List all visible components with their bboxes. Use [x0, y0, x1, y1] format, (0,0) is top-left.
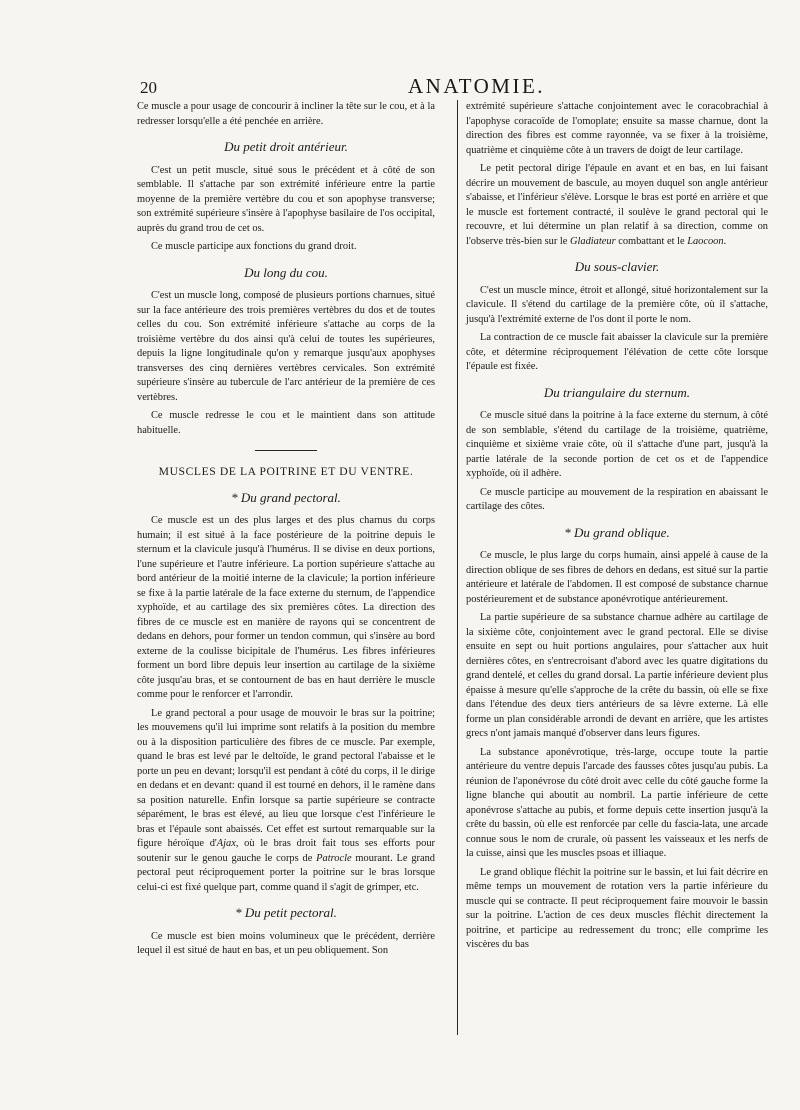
paragraph: Ce muscle est bien moins volumineux que le précédent, derrière lequel il est situé de haut en bas, et un peu obliquement. Son	[137, 930, 435, 956]
paragraph: C'est un muscle mince, étroit et allongé, situé horizontalement sur la clavicule. Il s'étend du cartilage de la première côte, où il s'attache, jusqu'à l'extrémité externe de l'os dont il porte le nom.	[466, 284, 768, 325]
heading-sous-clavier: Du sous-clavier.	[574, 259, 660, 274]
italic-ajax: Ajax	[216, 838, 236, 849]
italic-laocoon: Laocoon	[687, 235, 724, 247]
paragraph: La substance aponévrotique, très-large, occupe toute la partie antérieure du ventre depuis l'arcade des fausses côtes jusqu'au pubis. La réunion de l'aponévrose du côté droit avec celle du côté gauche forme la ligne blanche qui aboutit au nombril. La partie inférieure de cette aponévrose s'attache au pubis, et forme depuis cette insertion jusqu'à la crête du bassin, où elle est renforcée par celle du fascia-lata, une arcade connue sous le nom de crurale, où passent les vaisseaux et les nerfs de la cuisse, ainsi que les muscles psoas et illiaque.	[466, 746, 768, 859]
section-divider	[255, 450, 317, 451]
paragraph: C'est un petit muscle, situé sous le précédent et à côté de son semblable. Il s'attache par son extrémité inférieure entre la partie moyenne de la première vertèbre du cou et son apophyse transverse; son extrémité supérieure s'insère à l'apophyse basilaire de l'os occipital, auprès du grand trou de cet os.	[137, 164, 435, 234]
text-run: , où le bras droit fait tous ses efforts pour soutenir sur le genou gauche le corps de	[137, 838, 435, 864]
left-column	[137, 100, 435, 963]
paragraph: Ce muscle est un des plus larges et des plus charnus du corps humain; il est situé à la face postérieure de la poitrine depuis le sternum et la clavicule jusqu'à l'humérus. Il se divise en deux portions, l'une supérieure et l'autre inférieure. La portion supérieure s'attache au bord antérieur de la moitié interne de la clavicule; la portion inférieure se fixe à la partie latérale de la face externe du sternum, de l'appendice xyphoïde, et au cartilage des six premières côtes. La direction des fibres de ce muscle est en manière de rayons qui se concentrent de dedans en dehors, pour former un tendon commun, qui s'insère au bord externe de la coulisse bicipitale de l'humérus. Les fibres inférieures forment un bord libre depuis leur insertion au cartilage de la sixième côte jusqu'au bras, et se contournent de bas en haut derrière le muscle comme pour le renforcer et l'arrondir.	[137, 515, 435, 700]
paragraph: extrémité supérieure s'attache conjointement avec le coracobrachial à l'apophyse coracoïde de l'omoplate; ensuite sa masse charnue, dont la direction des fibres est comme rayonnée, va se fixer à la troisième, quatrième et cinquième côte à un travers de doigt de leur cartilage.	[466, 101, 768, 156]
paragraph: Ce muscle participe aux fonctions du grand droit.	[151, 241, 357, 252]
section-title: MUSCLES DE LA POITRINE ET DU VENTRE.	[158, 465, 414, 478]
heading-grand-pectoral: * Du grand pectoral.	[231, 489, 341, 505]
text-run: Le grand pectoral a pour usage de mouvoir le bras sur la poitrine; les mouvemens qu'il lui imprime sont relatifs à la position du membre ou à la disposition particulière des fibres de ce muscle. Par exemple, quand le bras est levé par le deltoïde, le grand pectoral l'abaisse et le porte un peu en devant; lorsqu'il est pendant à côté du corps, il le dirige en dedans et en devant: quand il est tourné en dehors, il le ramène dans sa position naturelle. Enfin lorsque sa partie supérieure se contracte séparément, le bras est élevé, au lieu que lorsque c'est l'inférieure le bras et l'épaule sont abaissés. Cet effet est surtout remarquable sur la figure héroïque d'	[137, 707, 435, 849]
paragraph: Ce muscle a pour usage de concourir à incliner la tête sur le cou, et à la redresser lorsqu'elle a été penchée en arrière.	[137, 101, 435, 127]
paragraph: C'est un muscle long, composé de plusieurs portions charnues, situé sur la face antérieure des trois premières vertèbres du dos et de toutes celles du cou. Son extrémité inférieure s'attache au corps de la troisième vertèbre du dos ainsi qu'à celui de toutes les supérieures, depuis la ligne longitudinale qu'on y remarque jusqu'aux apophyses transverses des cinq dernières vertèbres cervicales. Son extrémité supérieure s'insère au tubercule de l'arc antérieur de la première de ces vertèbres.	[137, 290, 435, 403]
paragraph: Ce muscle situé dans la poitrine à la face externe du sternum, à côté de son semblable, s'étend du cartilage de la troisième, quatrième, cinquième et sixième vraie côte, où il s'attache d'une part, jusqu'à la partie latérale de la seconde portion de cet os et de l'appendice xyphoïde, où il adhère.	[466, 410, 768, 479]
text-run: .	[723, 235, 727, 247]
running-head: ANATOMIE.	[408, 74, 546, 98]
right-column	[466, 100, 768, 957]
page-number: 20	[140, 78, 157, 97]
text-run: combattant et le	[615, 235, 688, 247]
heading-grand-oblique: * Du grand oblique.	[564, 524, 670, 540]
heading-triangulaire-sternum: Du triangulaire du sternum.	[543, 384, 691, 400]
paragraph: Ce muscle redresse le cou et le maintient dans son attitude habituelle.	[137, 410, 435, 436]
paragraph	[466, 162, 768, 249]
text-run: mourant. Le grand pectoral peut réciproquement porter la poitrine sur le bras lorsque celui-ci est fixé quelque part, comme quand il s'agit de grimper, etc.	[137, 852, 435, 893]
gutter-rule	[457, 100, 458, 1035]
italic-gladiateur: Gladiateur	[570, 235, 616, 247]
paragraph: Ce muscle participe au mouvement de la respiration en abaissant le cartilage des côtes.	[466, 486, 768, 512]
heading-petit-pectoral: * Du petit pectoral.	[235, 905, 337, 920]
paragraph: Le grand oblique fléchit la poitrine sur le bassin, et lui fait décrire en même temps un mouvement de rotation vers la partie inférieure du muscle qui se contracte. Il peut réciproquement faire mouvoir le bassin sur la poitrine. L'action de ces deux muscles fléchit directement la poitrine, et participe au redressement du tronc; elle comprime les viscères du bas	[466, 866, 768, 950]
italic-patrocle: Patrocle	[316, 852, 352, 864]
paragraph	[137, 707, 435, 896]
paragraph: La contraction de ce muscle fait abaisser la clavicule sur la première côte, et détermine réciproquement l'élévation de cette côte lorsque l'épaule est fixée.	[466, 332, 768, 372]
heading-petit-droit-anterieur: Du petit droit antérieur.	[224, 139, 348, 154]
paragraph: Ce muscle, le plus large du corps humain, ainsi appelé à cause de la direction oblique de ses fibres de dehors en dedans, est situé sur la partie antérieure et latérale de l'abdomen. Il est composé de substance charnue postérieurement et de substance aponévrotique antérieurement.	[466, 550, 768, 605]
paragraph: La partie supérieure de sa substance charnue adhère au cartilage de la sixième côte, conjointement avec le grand pectoral. Elle se divise ensuite en sept ou huit portions angulaires, pour s'attacher aux huit dernières côtes, en s'entrecroisant d'abord avec les quatre digitations du grand dentelé, et celles du grand dorsal. La partie inférieure devient plus épaisse à mesure qu'elle s'approche de la crête du bassin, où elle se fixe dans l'étendue des deux tiers antérieurs de sa lèvre externe. Là elle forme un plan considérable arrondi de devant en arrière, que les artistes grecs n'ont jamais manqué d'observer dans leurs figures.	[466, 612, 768, 739]
heading-long-du-cou: Du long du cou.	[244, 264, 328, 280]
text-run: Le petit pectoral dirige l'épaule en avant et en bas, en lui faisant décrire un mouvement de bascule, au moyen duquel son angle antérieur s'abaisse, et l'inférieur s'élève. Lorsque le bras est porté en arrière et que le muscle est fortement contracté, il soulève le grand pectoral qui le recouvre, et lui détermine un plan relatif à sa direction, comme on l'observe très-bien sur le	[466, 163, 768, 247]
